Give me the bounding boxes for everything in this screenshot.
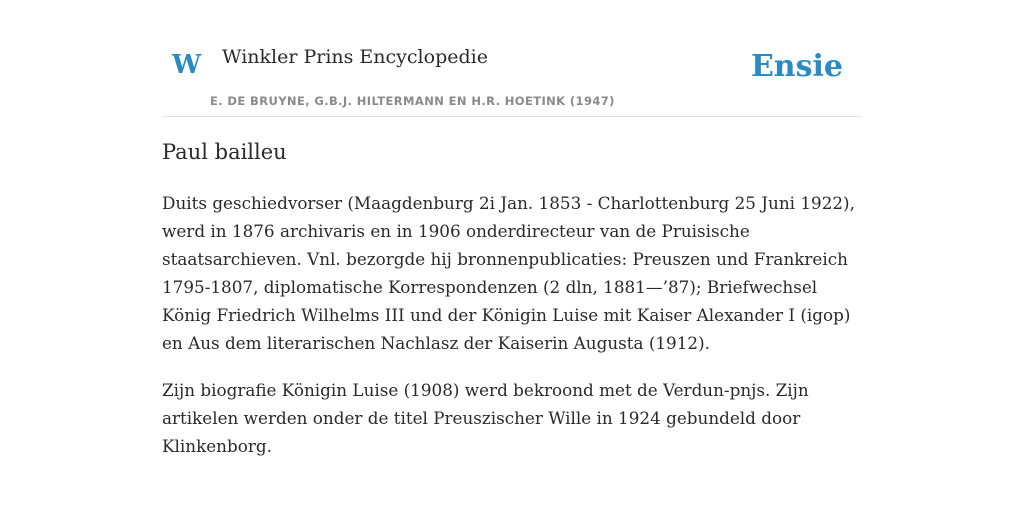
- article-content: [162, 138, 868, 460]
- article-title: Paul bailleu: [162, 140, 287, 164]
- article-paragraph: Zijn biografie Königin Luise (1908) werd bekroond met de Verdun-pnjs. Zijn artikelen werden onder de titel Preuszischer Wille in 1924 gebundeld door Klinkenborg.: [162, 380, 809, 457]
- encyclopedia-authors: E. DE BRUYNE, G.B.J. HILTERMANN EN H.R. HOETINK (1947): [210, 94, 615, 108]
- ensie-brand-link[interactable]: Ensie: [750, 49, 843, 84]
- winkler-prins-logo-icon[interactable]: W: [172, 50, 202, 80]
- article-paragraph: Duits geschiedvorser (Maagdenburg 2i Jan. 1853 - Charlottenburg 25 Juni 1922), werd in 1876 archivaris en in 1906 onderdirecteur van de Pruisische staatsarchieven. Vnl. bezorgde hij bronnenpublicaties: Preuszen und Frankreich 1795-1807, diplomatische Korrespondenzen (2 dln, 1881—’87); Briefwechsel König Friedrich Wilhelms III und der Königin Luise mit Kaiser Alexander I (igop) en Aus dem literarischen Nachlasz der Kaiserin Augusta (1912).: [162, 193, 855, 354]
- encyclopedia-title[interactable]: Winkler Prins Encyclopedie: [222, 46, 488, 68]
- encyclopedia-header: [162, 0, 862, 117]
